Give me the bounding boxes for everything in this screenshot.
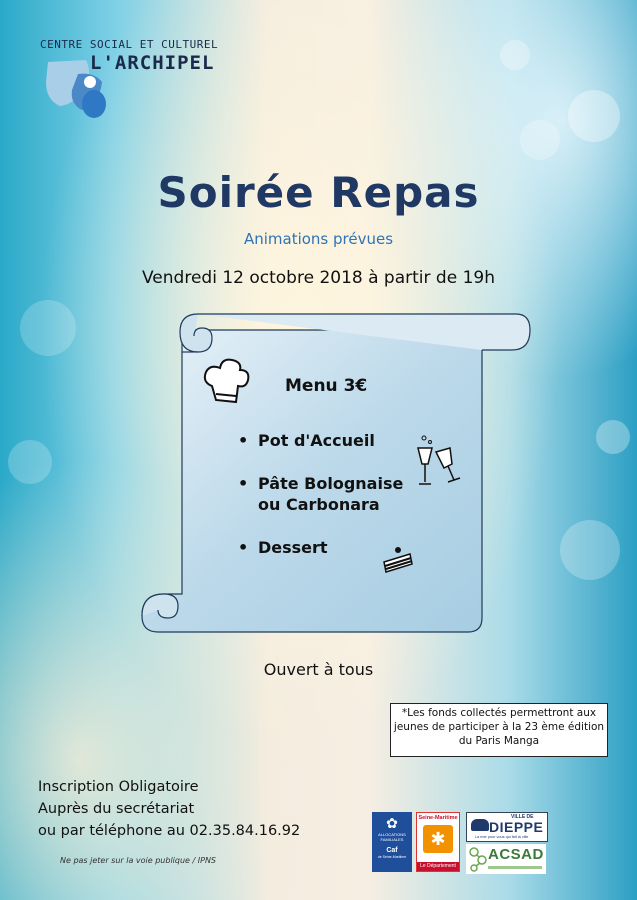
caf-flower-icon: ✿ (386, 815, 398, 831)
menu-item: • Pot d'Accueil (238, 430, 403, 451)
departement-figure-icon: ✱ (423, 825, 453, 853)
caf-text: de Seine-Maritime (377, 855, 407, 859)
bokeh-circle (500, 40, 530, 70)
funding-note: *Les fonds collectés permettront aux jeunes de participer à la 23 ème édition du Paris Manga (390, 703, 608, 757)
footer-note: Ne pas jeter sur la voie publique / IPNS (60, 856, 216, 865)
acsad-name: ACSAD (488, 846, 544, 863)
dieppe-name: DIEPPE (489, 819, 544, 835)
dieppe-logo (466, 812, 548, 842)
caf-text: Caf (386, 847, 398, 854)
contact-line: Inscription Obligatoire (38, 779, 199, 795)
bokeh-circle (20, 300, 76, 356)
event-subtitle: Animations prévues (243, 230, 394, 248)
caf-text: FAMILIALES (380, 837, 404, 842)
menu-item: • Dessert (238, 537, 403, 558)
open-to-all: Ouvert à tous (263, 660, 374, 679)
event-date: Vendredi 12 octobre 2018 à partir de 19h (142, 268, 495, 288)
menu-item: • Pâte Bolognaise ou Carbonara (238, 473, 403, 515)
champagne-glasses-icon (414, 434, 462, 490)
contact-info (38, 776, 300, 842)
bokeh-circle (596, 420, 630, 454)
acsad-molecule-icon (468, 846, 490, 872)
departement-logo (416, 812, 460, 872)
event-title: Soirée Repas (157, 168, 480, 217)
logo-top-line: CENTRE SOCIAL ET CULTUREL (40, 38, 219, 51)
cake-slice-icon (380, 546, 416, 576)
departement-top-text: Seine-Maritime (418, 815, 458, 821)
acsad-logo (466, 844, 546, 874)
bokeh-circle (8, 440, 52, 484)
archipel-logo (38, 38, 258, 118)
caf-text: ALLOCATIONS (378, 832, 406, 837)
contact-line: ou par téléphone au 02.35.84.16.92 (38, 823, 301, 839)
dieppe-wave-icon (471, 819, 489, 831)
contact-line: Auprès du secrétariat (38, 801, 195, 817)
logo-name: L'ARCHIPEL (90, 52, 215, 74)
dieppe-tagline: La mer pour vous qui fait la ville (475, 835, 529, 839)
bokeh-circle (560, 520, 620, 580)
departement-bottom-text: Le Département (417, 862, 459, 871)
bokeh-circle (568, 90, 620, 142)
dieppe-small-text: VILLE DE (511, 814, 534, 820)
menu-list (238, 430, 403, 580)
chef-hat-icon (200, 356, 252, 408)
caf-logo (372, 812, 412, 872)
bokeh-circle (520, 120, 560, 160)
menu-title: Menu 3€ (285, 376, 368, 396)
acsad-underline (488, 866, 542, 869)
